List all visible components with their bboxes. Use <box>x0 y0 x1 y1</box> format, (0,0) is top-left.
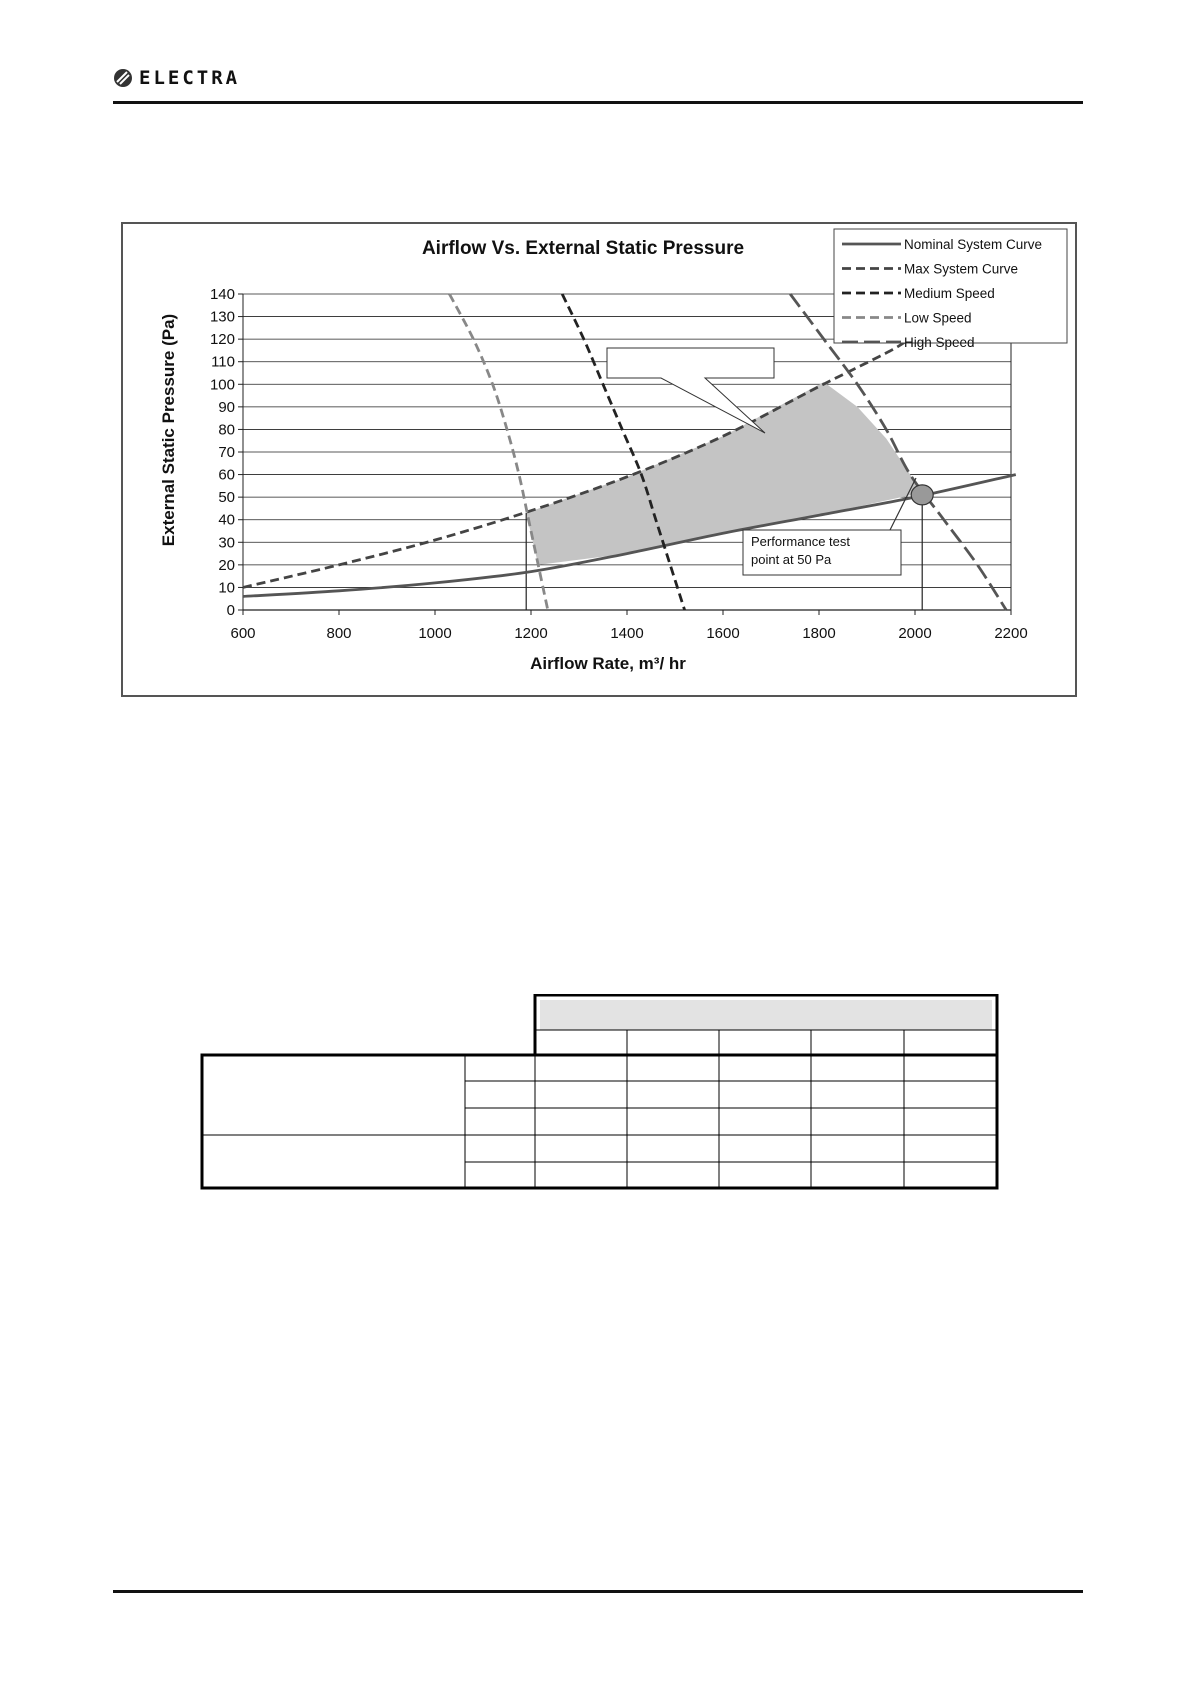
x-axis-label: Airflow Rate, m³/ hr <box>530 654 686 673</box>
legend-label-medium-speed: Medium Speed <box>904 286 995 301</box>
operating-point <box>911 485 933 505</box>
y-tick-label: 120 <box>209 331 235 349</box>
legend-label-nominal-system-curve: Nominal System Curve <box>904 237 1043 252</box>
x-tick-label: 2200 <box>994 625 1028 642</box>
x-tick-label: 1200 <box>514 625 548 642</box>
empty-callout <box>607 348 774 433</box>
x-tick-label: 2000 <box>898 625 932 642</box>
legend-label-high-speed: High Speed <box>904 335 975 350</box>
y-tick-label: 10 <box>218 579 235 597</box>
footer-rule <box>113 1590 1083 1593</box>
table-header-shade <box>540 1000 992 1030</box>
y-tick-label: 90 <box>218 398 235 416</box>
legend-label-low-speed: Low Speed <box>904 310 972 326</box>
legend-label-max-system-curve: Max System Curve <box>904 261 1019 277</box>
y-tick-label: 40 <box>218 511 235 529</box>
brand-name: ELECTRA <box>139 67 241 89</box>
y-tick-label: 50 <box>218 489 235 507</box>
y-tick-label: 110 <box>211 353 235 371</box>
x-tick-label: 1800 <box>802 625 836 642</box>
y-tick-label: 0 <box>226 602 235 619</box>
y-tick-label: 100 <box>209 376 235 394</box>
header-logo <box>113 66 240 90</box>
airflow-chart <box>123 224 1075 695</box>
y-tick-label: 140 <box>209 286 235 303</box>
y-tick-label: 80 <box>218 421 235 439</box>
header-rule <box>113 101 1083 104</box>
callout-line-1: Performance test <box>751 534 850 549</box>
chart-title: Airflow Vs. External Static Pressure <box>421 238 745 259</box>
x-tick-label: 1600 <box>706 625 740 642</box>
chart-frame <box>121 222 1077 697</box>
y-tick-label: 20 <box>218 556 235 574</box>
chart-legend <box>834 229 1067 350</box>
y-tick-label: 70 <box>218 444 235 461</box>
table-body <box>202 1055 997 1188</box>
callout-line-2: point at 50 Pa <box>751 552 832 567</box>
y-axis-label: External Static Pressure (Pa) <box>159 313 178 547</box>
operating-point-marker <box>911 485 933 505</box>
x-tick-label: 1400 <box>610 625 644 642</box>
spec-table <box>200 994 1000 1194</box>
y-tick-label: 130 <box>209 308 235 326</box>
y-tick-label: 60 <box>218 466 235 484</box>
electra-logo-icon <box>113 68 133 88</box>
y-tick-label: 30 <box>218 534 235 552</box>
x-tick-label: 800 <box>326 625 352 642</box>
x-tick-label: 600 <box>230 625 256 642</box>
x-tick-label: 1000 <box>418 625 452 642</box>
